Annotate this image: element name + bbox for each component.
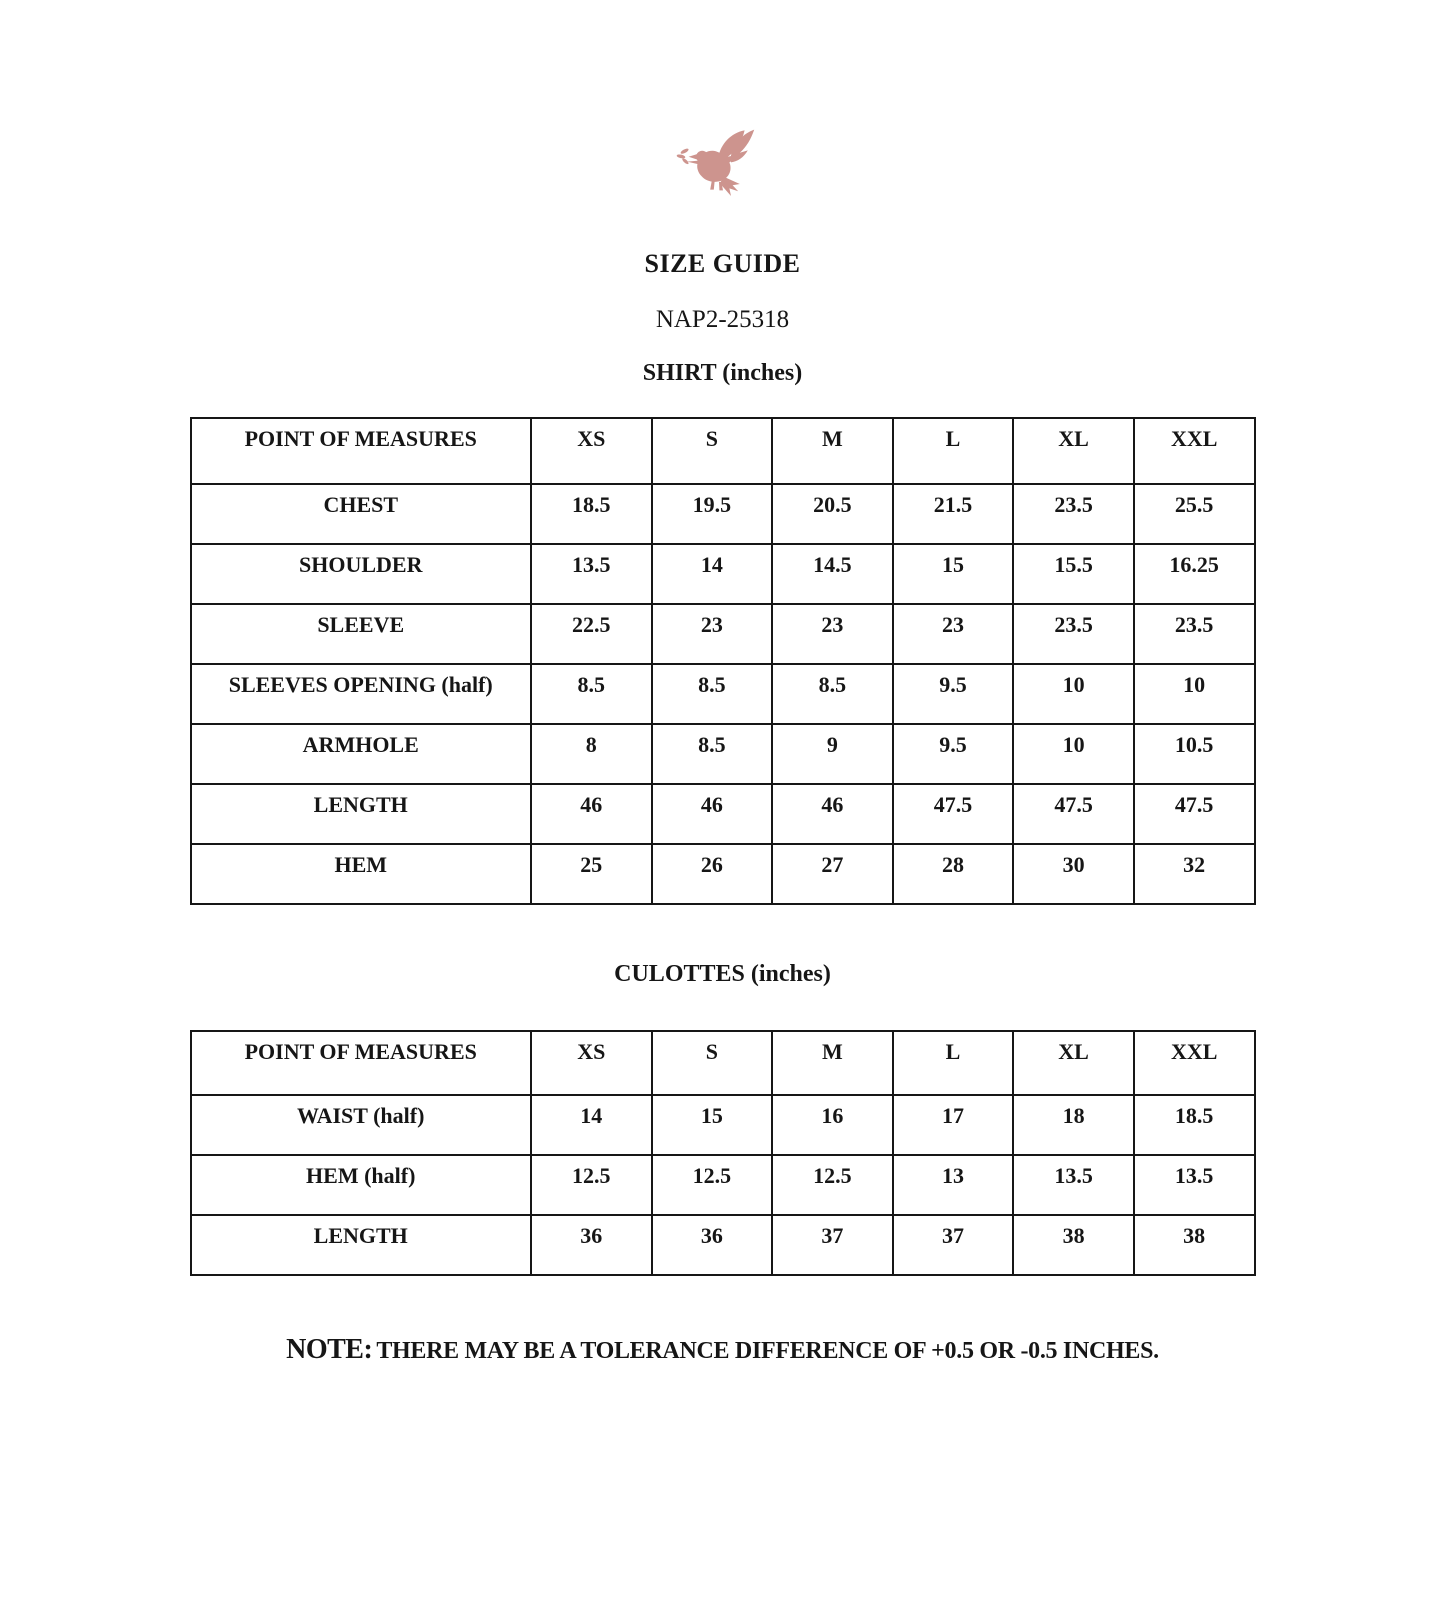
product-code: NAP2-25318 bbox=[655, 306, 790, 333]
table-cell: 46 bbox=[531, 784, 652, 844]
column-header: XL bbox=[1013, 1031, 1134, 1095]
table-cell: 9.5 bbox=[893, 724, 1014, 784]
table-cell: 10 bbox=[1013, 724, 1134, 784]
culottes-size-table bbox=[190, 1030, 1256, 1276]
table-cell: 15.5 bbox=[1013, 544, 1134, 604]
column-header: XL bbox=[1013, 418, 1134, 484]
row-label: WAIST (half) bbox=[191, 1095, 531, 1155]
table-row bbox=[191, 784, 1255, 844]
table-row bbox=[191, 724, 1255, 784]
table-cell: 23 bbox=[652, 604, 773, 664]
table-row bbox=[191, 604, 1255, 664]
table-cell: 47.5 bbox=[1134, 784, 1255, 844]
table-cell: 19.5 bbox=[652, 484, 773, 544]
table-row bbox=[191, 844, 1255, 904]
table-cell: 18.5 bbox=[531, 484, 652, 544]
table-cell: 23 bbox=[893, 604, 1014, 664]
table-cell: 47.5 bbox=[1013, 784, 1134, 844]
page-title: SIZE GUIDE bbox=[644, 249, 801, 278]
table-cell: 38 bbox=[1013, 1215, 1134, 1275]
table-cell: 21.5 bbox=[893, 484, 1014, 544]
table-cell: 37 bbox=[772, 1215, 893, 1275]
row-label: HEM (half) bbox=[191, 1155, 531, 1215]
column-header: L bbox=[893, 418, 1014, 484]
table-header-row bbox=[191, 1031, 1255, 1095]
row-label: LENGTH bbox=[191, 1215, 531, 1275]
table-cell: 22.5 bbox=[531, 604, 652, 664]
table-cell: 36 bbox=[652, 1215, 773, 1275]
column-header: M bbox=[772, 418, 893, 484]
table-cell: 23.5 bbox=[1134, 604, 1255, 664]
table-cell: 13.5 bbox=[1013, 1155, 1134, 1215]
culottes-table-heading: CULOTTES (inches) bbox=[614, 961, 831, 987]
table-cell: 36 bbox=[531, 1215, 652, 1275]
table-row bbox=[191, 1155, 1255, 1215]
table-cell: 16 bbox=[772, 1095, 893, 1155]
row-label: SLEEVES OPENING (half) bbox=[191, 664, 531, 724]
shirt-size-table bbox=[190, 417, 1256, 905]
table-cell: 8 bbox=[531, 724, 652, 784]
column-header: S bbox=[652, 418, 773, 484]
brand-logo bbox=[190, 128, 1256, 213]
column-header: S bbox=[652, 1031, 773, 1095]
table-cell: 27 bbox=[772, 844, 893, 904]
table-cell: 25 bbox=[531, 844, 652, 904]
table-cell: 23.5 bbox=[1013, 604, 1134, 664]
row-label: SLEEVE bbox=[191, 604, 531, 664]
column-header: XS bbox=[531, 418, 652, 484]
table-cell: 8.5 bbox=[772, 664, 893, 724]
table-cell: 12.5 bbox=[772, 1155, 893, 1215]
table-row bbox=[191, 664, 1255, 724]
table-cell: 15 bbox=[652, 1095, 773, 1155]
table-cell: 18.5 bbox=[1134, 1095, 1255, 1155]
table-cell: 10 bbox=[1013, 664, 1134, 724]
table-cell: 23 bbox=[772, 604, 893, 664]
table-cell: 46 bbox=[652, 784, 773, 844]
table-cell: 32 bbox=[1134, 844, 1255, 904]
table-cell: 23.5 bbox=[1013, 484, 1134, 544]
row-label: LENGTH bbox=[191, 784, 531, 844]
column-header: XXL bbox=[1134, 1031, 1255, 1095]
table-cell: 10.5 bbox=[1134, 724, 1255, 784]
table-cell: 14.5 bbox=[772, 544, 893, 604]
note-label: NOTE: bbox=[286, 1334, 373, 1365]
table-cell: 8.5 bbox=[531, 664, 652, 724]
table-cell: 47.5 bbox=[893, 784, 1014, 844]
table-cell: 14 bbox=[652, 544, 773, 604]
table-cell: 12.5 bbox=[652, 1155, 773, 1215]
tolerance-note bbox=[190, 1334, 1256, 1366]
table-cell: 13 bbox=[893, 1155, 1014, 1215]
table-header-row bbox=[191, 418, 1255, 484]
table-cell: 16.25 bbox=[1134, 544, 1255, 604]
row-label: SHOULDER bbox=[191, 544, 531, 604]
dove-icon bbox=[675, 128, 771, 208]
column-header: POINT OF MEASURES bbox=[191, 418, 531, 484]
table-cell: 18 bbox=[1013, 1095, 1134, 1155]
table-cell: 9.5 bbox=[893, 664, 1014, 724]
table-cell: 15 bbox=[893, 544, 1014, 604]
column-header: POINT OF MEASURES bbox=[191, 1031, 531, 1095]
shirt-table-heading: SHIRT (inches) bbox=[642, 360, 803, 386]
table-cell: 37 bbox=[893, 1215, 1014, 1275]
table-cell: 13.5 bbox=[531, 544, 652, 604]
table-cell: 8.5 bbox=[652, 724, 773, 784]
column-header: XXL bbox=[1134, 418, 1255, 484]
table-cell: 26 bbox=[652, 844, 773, 904]
column-header: XS bbox=[531, 1031, 652, 1095]
column-header: M bbox=[772, 1031, 893, 1095]
row-label: CHEST bbox=[191, 484, 531, 544]
table-cell: 8.5 bbox=[652, 664, 773, 724]
row-label: ARMHOLE bbox=[191, 724, 531, 784]
table-cell: 25.5 bbox=[1134, 484, 1255, 544]
table-cell: 38 bbox=[1134, 1215, 1255, 1275]
note-text: THERE MAY BE A TOLERANCE DIFFERENCE OF +0.5 OR -0.5 INCHES. bbox=[376, 1338, 1159, 1364]
table-cell: 30 bbox=[1013, 844, 1134, 904]
table-cell: 20.5 bbox=[772, 484, 893, 544]
table-row bbox=[191, 1095, 1255, 1155]
table-cell: 14 bbox=[531, 1095, 652, 1155]
row-label: HEM bbox=[191, 844, 531, 904]
table-cell: 17 bbox=[893, 1095, 1014, 1155]
table-cell: 46 bbox=[772, 784, 893, 844]
table-cell: 12.5 bbox=[531, 1155, 652, 1215]
table-cell: 9 bbox=[772, 724, 893, 784]
table-row bbox=[191, 544, 1255, 604]
document-content bbox=[190, 0, 1256, 1366]
table-cell: 28 bbox=[893, 844, 1014, 904]
column-header: L bbox=[893, 1031, 1014, 1095]
table-row bbox=[191, 1215, 1255, 1275]
table-cell: 10 bbox=[1134, 664, 1255, 724]
table-row bbox=[191, 484, 1255, 544]
table-cell: 13.5 bbox=[1134, 1155, 1255, 1215]
